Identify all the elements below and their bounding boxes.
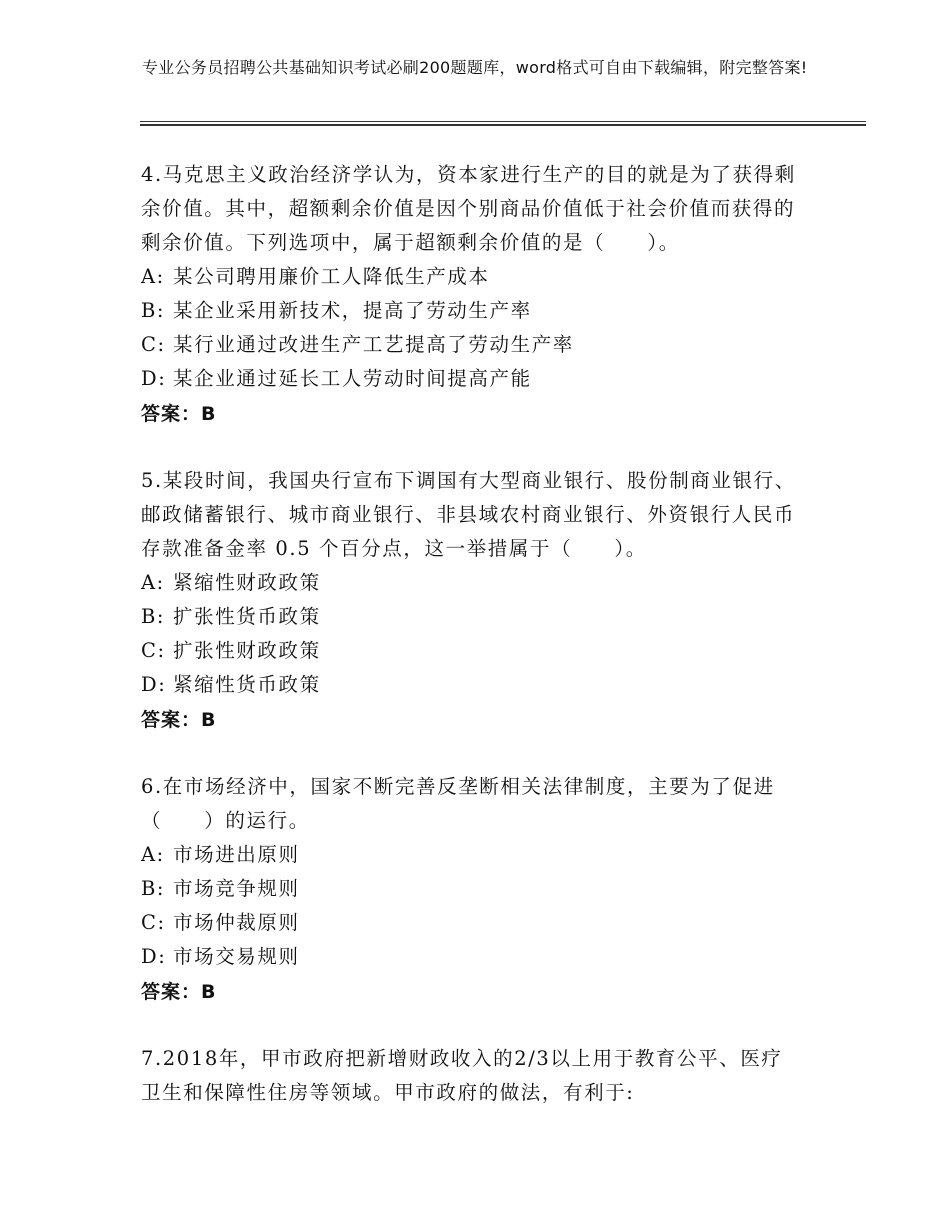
option-text: 扩张性财政政策 bbox=[173, 639, 321, 662]
answer-label: 答案：B bbox=[141, 981, 217, 1003]
option-text: 市场仲裁原则 bbox=[173, 911, 300, 934]
option-letter: D: bbox=[141, 367, 167, 390]
option-letter: A: bbox=[141, 571, 165, 594]
header-rule-thick bbox=[140, 124, 866, 126]
answer-label: 答案：B bbox=[141, 403, 217, 425]
question-stem: 5.某段时间，我国央行宣布下调国有大型商业银行、股份制商业银行、邮政储蓄银行、城市商业银行、非县域农村商业银行、外资银行人民币存款准备金率 0.5 个百分点，这一举措属于（ ）。 bbox=[141, 469, 796, 560]
question-stem: 4.马克思主义政治经济学认为，资本家进行生产的目的就是为了获得剩余价值。其中，超额剩余价值是因个别商品价值低于社会价值而获得的剩余价值。下列选项中，属于超额剩余价值的是（ ）。 bbox=[141, 163, 796, 254]
option-b bbox=[141, 294, 801, 328]
option-d bbox=[141, 940, 801, 974]
option-d bbox=[141, 668, 801, 702]
question-5 bbox=[141, 464, 801, 738]
option-letter: B: bbox=[141, 299, 166, 322]
option-text: 扩张性货币政策 bbox=[173, 605, 321, 628]
answer-label: 答案：B bbox=[141, 709, 217, 731]
option-letter: B: bbox=[141, 877, 166, 900]
option-letter: C: bbox=[141, 911, 166, 934]
option-text: 市场竞争规则 bbox=[173, 877, 300, 900]
document-header: 专业公务员招聘公共基础知识考试必刷200题题库，word格式可自由下载编辑，附完整答案! bbox=[142, 58, 808, 77]
option-letter: C: bbox=[141, 333, 166, 356]
option-a bbox=[141, 566, 801, 600]
option-text: 某行业通过改进生产工艺提高了劳动生产率 bbox=[173, 333, 574, 356]
option-d bbox=[141, 362, 801, 396]
option-text: 紧缩性货币政策 bbox=[173, 673, 321, 696]
option-text: 某公司聘用廉价工人降低生产成本 bbox=[173, 265, 490, 288]
option-b bbox=[141, 872, 801, 906]
option-letter: A: bbox=[141, 843, 165, 866]
option-letter: D: bbox=[141, 945, 167, 968]
question-7 bbox=[141, 1042, 801, 1110]
option-a bbox=[141, 838, 801, 872]
option-c bbox=[141, 906, 801, 940]
option-c bbox=[141, 328, 801, 362]
question-stem: 6.在市场经济中，国家不断完善反垄断相关法律制度，主要为了促进（ ）的运行。 bbox=[141, 775, 775, 832]
option-letter: B: bbox=[141, 605, 166, 628]
option-text: 市场进出原则 bbox=[173, 843, 300, 866]
option-text: 某企业通过延长工人劳动时间提高产能 bbox=[173, 367, 532, 390]
option-b bbox=[141, 600, 801, 634]
question-4 bbox=[141, 158, 801, 432]
option-letter: D: bbox=[141, 673, 167, 696]
question-list bbox=[141, 158, 801, 1142]
option-a bbox=[141, 260, 801, 294]
option-text: 某企业采用新技术，提高了劳动生产率 bbox=[173, 299, 532, 322]
option-text: 紧缩性财政政策 bbox=[173, 571, 321, 594]
question-stem: 7.2018年，甲市政府把新增财政收入的2/3以上用于教育公平、医疗卫生和保障性住房等领域。甲市政府的做法，有利于: bbox=[141, 1047, 783, 1104]
option-letter: C: bbox=[141, 639, 166, 662]
option-text: 市场交易规则 bbox=[173, 945, 300, 968]
option-c bbox=[141, 634, 801, 668]
question-6 bbox=[141, 770, 801, 1010]
option-letter: A: bbox=[141, 265, 165, 288]
header-rule-thin bbox=[140, 121, 866, 122]
